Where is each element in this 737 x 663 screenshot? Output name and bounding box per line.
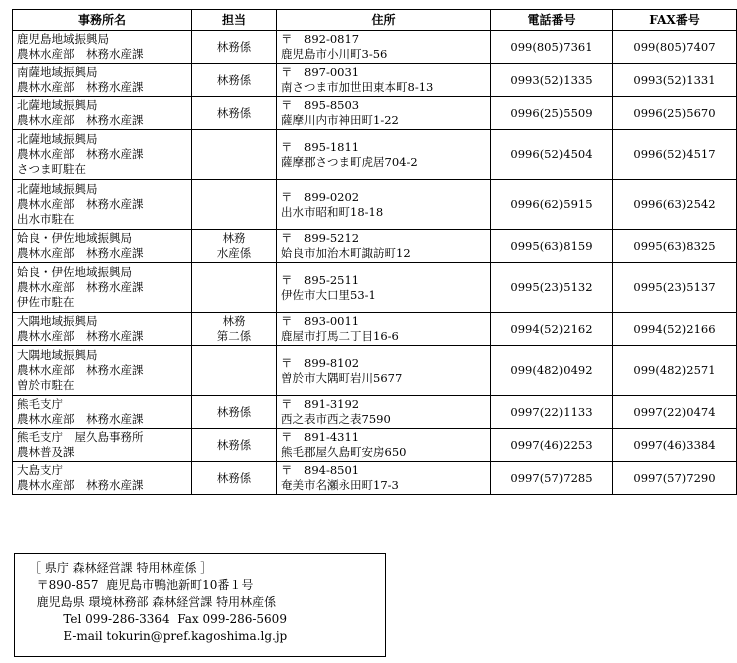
phone-cell: 0996(62)5915 bbox=[491, 180, 613, 230]
office-name-line: 農林水産部 林務水産課 bbox=[17, 280, 144, 294]
table-row bbox=[13, 64, 737, 97]
fax-cell: 0994(52)2166 bbox=[613, 313, 737, 346]
office-name-line: 大隅地域振興局 bbox=[17, 314, 98, 328]
office-cell bbox=[13, 97, 192, 130]
staff-cell bbox=[192, 313, 277, 346]
street-address: 鹿屋市打馬二丁目16-6 bbox=[281, 329, 399, 343]
fax-cell: 0995(23)5137 bbox=[613, 263, 737, 313]
street-address: 南さつま市加世田東本町8-13 bbox=[281, 80, 434, 94]
office-name-line: 北薩地域振興局 bbox=[17, 132, 98, 146]
staff-line: 林務係 bbox=[216, 437, 252, 452]
table-row bbox=[13, 31, 737, 64]
staff-cell bbox=[192, 180, 277, 230]
office-name-line: 農林水産部 林務水産課 bbox=[17, 329, 144, 343]
phone-cell: 099(805)7361 bbox=[491, 31, 613, 64]
office-name-line: 北薩地域振興局 bbox=[17, 98, 98, 112]
address-cell bbox=[277, 230, 491, 263]
contact-line: 鹿児島県 環境林務部 森林経営課 特用林産係 bbox=[29, 595, 277, 609]
street-address: 薩摩川内市神田町1-22 bbox=[281, 113, 399, 127]
phone-cell: 0997(57)7285 bbox=[491, 462, 613, 495]
staff-line: 林務 bbox=[222, 314, 246, 328]
office-name-line: 南薩地域振興局 bbox=[17, 65, 98, 79]
address-cell bbox=[277, 31, 491, 64]
street-address: 奄美市名瀬永田町17-3 bbox=[281, 478, 399, 492]
staff-cell bbox=[192, 31, 277, 64]
office-name-line: 伊佐市駐在 bbox=[17, 295, 75, 309]
table-row bbox=[13, 97, 737, 130]
staff-line: 林務係 bbox=[216, 105, 252, 120]
contact-line: 〒890-857 鹿児島市鴨池新町10番１号 bbox=[29, 578, 254, 592]
office-cell bbox=[13, 396, 192, 429]
header-phone: 電話番号 bbox=[491, 10, 613, 31]
table-row bbox=[13, 429, 737, 462]
office-name-line: 大隅地域振興局 bbox=[17, 348, 98, 362]
address-cell bbox=[277, 313, 491, 346]
phone-cell: 0995(63)8159 bbox=[491, 230, 613, 263]
table-row bbox=[13, 396, 737, 429]
office-cell bbox=[13, 462, 192, 495]
address-cell bbox=[277, 429, 491, 462]
postal-code: 〒 893-0011 bbox=[281, 314, 360, 328]
address-cell bbox=[277, 396, 491, 429]
office-name-line: 農林水産部 林務水産課 bbox=[17, 197, 144, 211]
street-address: 姶良市加治木町諏訪町12 bbox=[281, 246, 411, 260]
postal-code: 〒 895-2511 bbox=[281, 272, 360, 287]
address-cell bbox=[277, 462, 491, 495]
contact-line: ［ 県庁 森林経営課 特用林産係 ］ bbox=[29, 561, 213, 575]
street-address: 薩摩郡さつま町虎居704-2 bbox=[281, 154, 418, 169]
phone-cell: 0993(52)1335 bbox=[491, 64, 613, 97]
phone-cell: 0997(46)2253 bbox=[491, 429, 613, 462]
street-address: 熊毛郡屋久島町安房650 bbox=[281, 445, 407, 459]
staff-cell bbox=[192, 130, 277, 180]
staff-line: 林務係 bbox=[216, 39, 252, 54]
table-row bbox=[13, 180, 737, 230]
office-directory-table bbox=[12, 9, 737, 495]
staff-cell bbox=[192, 230, 277, 263]
phone-cell: 099(482)0492 bbox=[491, 346, 613, 396]
table-row bbox=[13, 346, 737, 396]
contact-box bbox=[14, 553, 386, 657]
office-cell bbox=[13, 313, 192, 346]
staff-cell bbox=[192, 263, 277, 313]
street-address: 伊佐市大口里53-1 bbox=[281, 287, 376, 302]
phone-cell: 0997(22)1133 bbox=[491, 396, 613, 429]
table-row bbox=[13, 230, 737, 263]
street-address: 西之表市西之表7590 bbox=[281, 412, 391, 426]
header-address: 住所 bbox=[277, 10, 491, 31]
office-name-line: 農林水産部 林務水産課 bbox=[17, 147, 144, 161]
postal-code: 〒 897-0031 bbox=[281, 65, 360, 79]
staff-cell bbox=[192, 97, 277, 130]
table-row bbox=[13, 263, 737, 313]
office-name-line: 鹿児島地域振興局 bbox=[17, 32, 109, 46]
postal-code: 〒 895-1811 bbox=[281, 139, 360, 154]
address-cell bbox=[277, 346, 491, 396]
fax-cell: 099(482)2571 bbox=[613, 346, 737, 396]
office-name-line: さつま町駐在 bbox=[17, 162, 86, 176]
staff-line: 林務係 bbox=[216, 404, 252, 419]
contact-line: Tel 099-286-3364 Fax 099-286-5609 bbox=[29, 612, 287, 626]
phone-cell: 0994(52)2162 bbox=[491, 313, 613, 346]
office-name-line: 農林水産部 林務水産課 bbox=[17, 113, 144, 127]
staff-cell bbox=[192, 64, 277, 97]
office-cell bbox=[13, 180, 192, 230]
postal-code: 〒 899-0202 bbox=[281, 189, 360, 204]
office-cell bbox=[13, 130, 192, 180]
contact-line: E-mail tokurin@pref.kagoshima.lg.jp bbox=[29, 629, 288, 643]
table-body bbox=[13, 31, 737, 495]
header-fax: FAX番号 bbox=[613, 10, 737, 31]
fax-cell: 099(805)7407 bbox=[613, 31, 737, 64]
fax-cell: 0996(52)4517 bbox=[613, 130, 737, 180]
street-address: 鹿児島市小川町3-56 bbox=[281, 47, 388, 61]
staff-line: 水産係 bbox=[216, 246, 252, 260]
office-name-line: 農林水産部 林務水産課 bbox=[17, 80, 144, 94]
office-name-line: 農林水産部 林務水産課 bbox=[17, 412, 144, 426]
office-name-line: 農林普及課 bbox=[17, 445, 75, 459]
address-cell bbox=[277, 180, 491, 230]
staff-line: 林務 bbox=[222, 231, 246, 245]
office-cell bbox=[13, 31, 192, 64]
office-cell bbox=[13, 64, 192, 97]
postal-code: 〒 894-8501 bbox=[281, 463, 360, 477]
fax-cell: 0993(52)1331 bbox=[613, 64, 737, 97]
office-name-line: 姶良・伊佐地域振興局 bbox=[17, 231, 132, 245]
postal-code: 〒 899-5212 bbox=[281, 231, 360, 245]
address-cell bbox=[277, 97, 491, 130]
fax-cell: 0996(25)5670 bbox=[613, 97, 737, 130]
header-office: 事務所名 bbox=[13, 10, 192, 31]
postal-code: 〒 895-8503 bbox=[281, 98, 360, 112]
office-name-line: 北薩地域振興局 bbox=[17, 182, 98, 196]
postal-code: 〒 892-0817 bbox=[281, 32, 360, 46]
staff-cell bbox=[192, 346, 277, 396]
office-cell bbox=[13, 230, 192, 263]
phone-cell: 0996(25)5509 bbox=[491, 97, 613, 130]
staff-cell bbox=[192, 429, 277, 462]
table-row bbox=[13, 462, 737, 495]
phone-cell: 0995(23)5132 bbox=[491, 263, 613, 313]
fax-cell: 0997(46)3384 bbox=[613, 429, 737, 462]
office-name-line: 農林水産部 林務水産課 bbox=[17, 478, 144, 492]
office-name-line: 熊毛支庁 bbox=[17, 397, 63, 411]
street-address: 出水市昭和町18-18 bbox=[281, 204, 384, 219]
staff-line: 林務係 bbox=[216, 470, 252, 485]
postal-code: 〒 891-3192 bbox=[281, 397, 360, 411]
office-name-line: 農林水産部 林務水産課 bbox=[17, 47, 144, 61]
address-cell bbox=[277, 64, 491, 97]
fax-cell: 0997(57)7290 bbox=[613, 462, 737, 495]
postal-code: 〒 891-4311 bbox=[281, 430, 360, 444]
office-cell bbox=[13, 263, 192, 313]
office-name-line: 出水市駐在 bbox=[17, 212, 75, 226]
fax-cell: 0997(22)0474 bbox=[613, 396, 737, 429]
address-cell bbox=[277, 130, 491, 180]
office-cell bbox=[13, 429, 192, 462]
office-name-line: 姶良・伊佐地域振興局 bbox=[17, 265, 132, 279]
postal-code: 〒 899-8102 bbox=[281, 355, 360, 370]
office-name-line: 農林水産部 林務水産課 bbox=[17, 246, 144, 260]
staff-cell bbox=[192, 462, 277, 495]
office-name-line: 農林水産部 林務水産課 bbox=[17, 363, 144, 377]
staff-line: 第二係 bbox=[216, 329, 252, 343]
street-address: 曽於市大隅町岩川5677 bbox=[281, 370, 403, 385]
staff-cell bbox=[192, 396, 277, 429]
office-name-line: 大島支庁 bbox=[17, 463, 63, 477]
table-row bbox=[13, 313, 737, 346]
table-row bbox=[13, 130, 737, 180]
fax-cell: 0995(63)8325 bbox=[613, 230, 737, 263]
header-row bbox=[13, 10, 737, 31]
office-name-line: 熊毛支庁 屋久島事務所 bbox=[17, 430, 144, 444]
office-cell bbox=[13, 346, 192, 396]
staff-line: 林務係 bbox=[216, 72, 252, 87]
header-staff: 担当 bbox=[192, 10, 277, 31]
address-cell bbox=[277, 263, 491, 313]
phone-cell: 0996(52)4504 bbox=[491, 130, 613, 180]
office-name-line: 曽於市駐在 bbox=[17, 378, 75, 392]
fax-cell: 0996(63)2542 bbox=[613, 180, 737, 230]
